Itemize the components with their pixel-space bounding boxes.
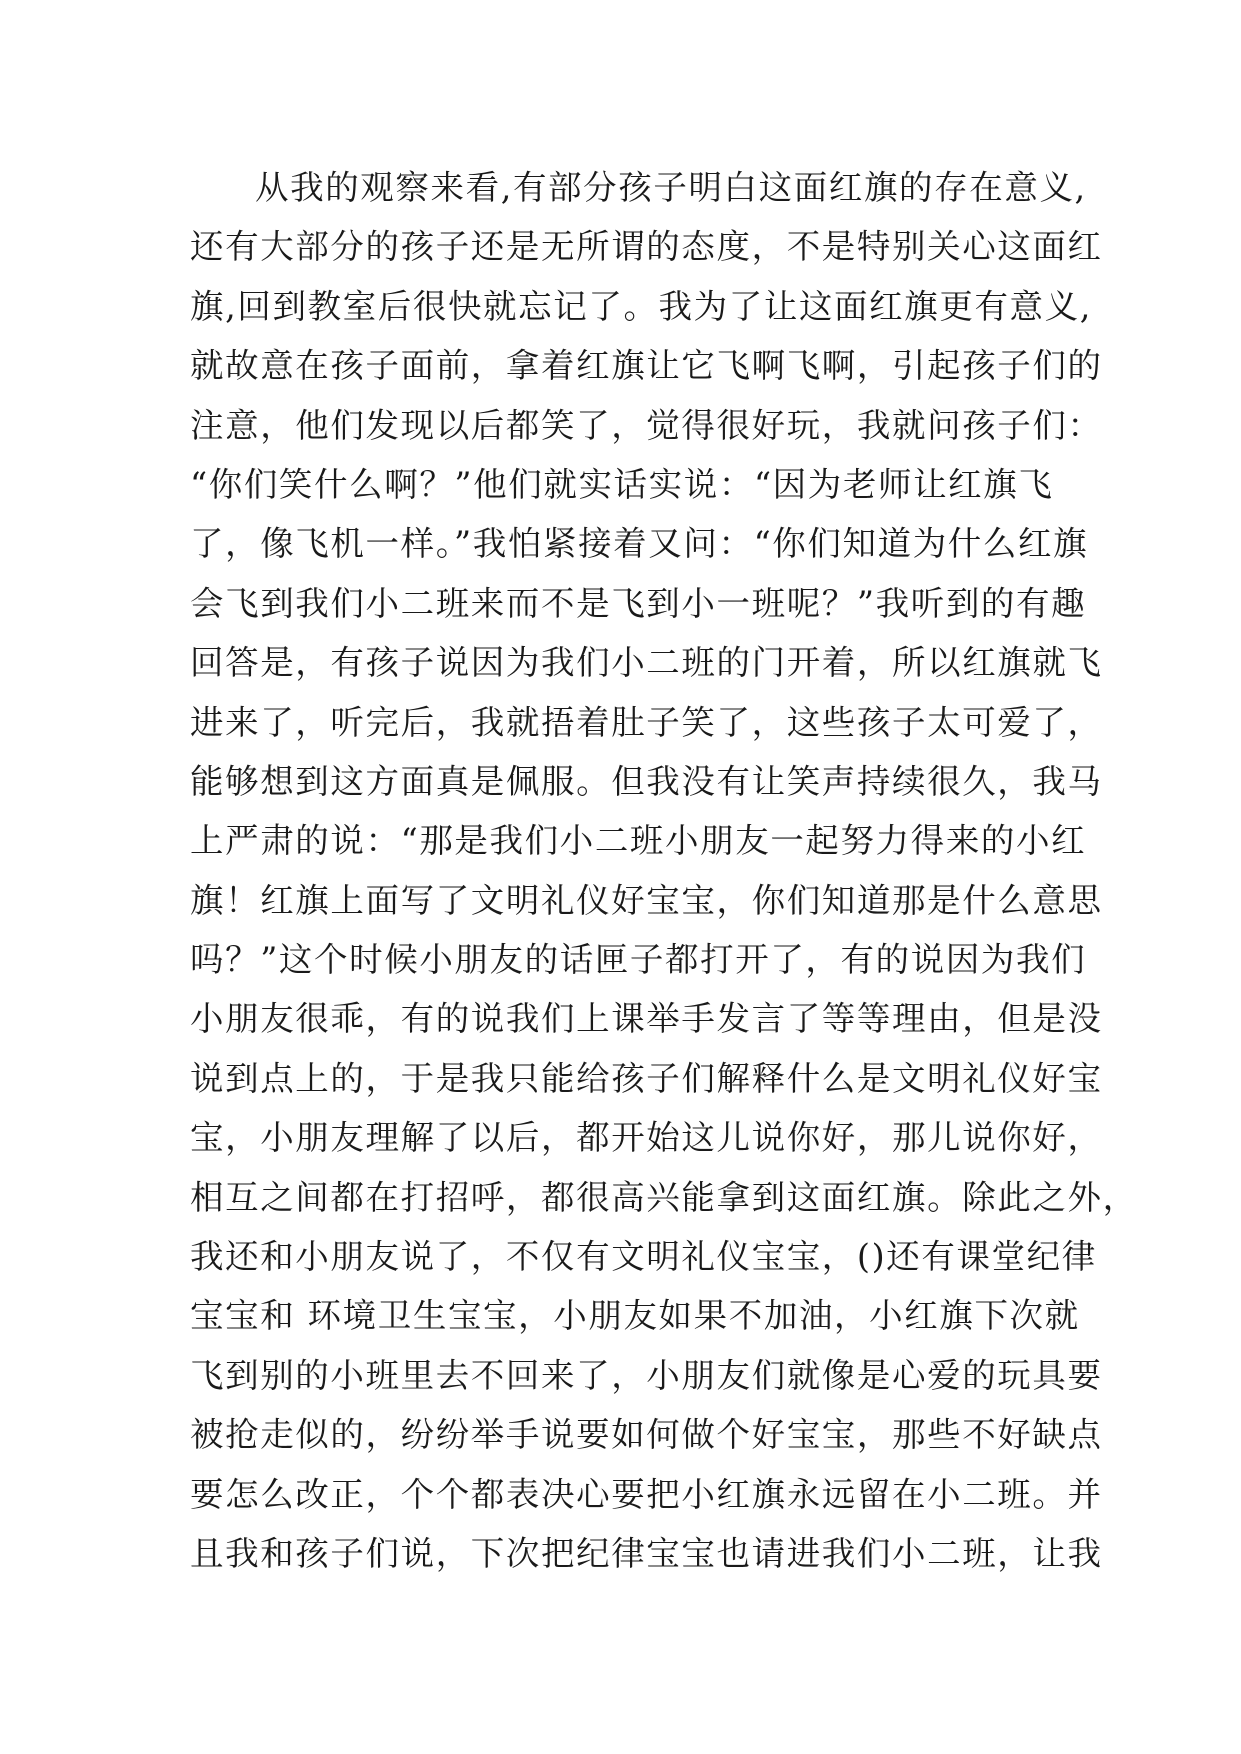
text-line: 小朋友很乖，有的说我们上课举手发言了等等理由，但是没 bbox=[190, 999, 1103, 1039]
text-line: 进来了，听完后，我就捂着肚子笑了，这些孩子太可爱了， bbox=[190, 702, 1103, 742]
text-line: 我还和小朋友说了，不仅有文明礼仪宝宝，()还有课堂纪律 bbox=[190, 1237, 1097, 1277]
body-paragraph bbox=[190, 158, 1138, 1583]
text-line: 飞到别的小班里去不回来了，小朋友们就像是心爱的玩具要 bbox=[190, 1355, 1103, 1395]
text-line: 旗,回到教室后很快就忘记了。我为了让这面红旗更有意义, bbox=[190, 286, 1092, 326]
text-line: 从我的观察来看,有部分孩子明白这面红旗的存在意义, bbox=[255, 168, 1087, 207]
text-line: 要怎么改正，个个都表决心要把小红旗永远留在小二班。并 bbox=[190, 1474, 1103, 1514]
text-line: 回答是，有孩子说因为我们小二班的门开着，所以红旗就飞 bbox=[190, 643, 1103, 683]
text-line: 相互之间都在打招呼，都很高兴能拿到这面红旗。除此之外， bbox=[190, 1177, 1138, 1217]
text-line: “你们笑什么啊？”他们就实话实说：“因为老师让红旗飞 bbox=[190, 464, 1054, 504]
text-line: 宝，小朋友理解了以后，都开始这儿说你好，那儿说你好， bbox=[190, 1118, 1103, 1158]
text-line: 旗！红旗上面写了文明礼仪好宝宝，你们知道那是什么意思 bbox=[190, 880, 1103, 920]
text-line: 就故意在孩子面前，拿着红旗让它飞啊飞啊，引起孩子们的 bbox=[190, 346, 1103, 386]
text-line: 被抢走似的，纷纷举手说要如何做个好宝宝，那些不好缺点 bbox=[190, 1415, 1103, 1455]
text-line: 会飞到我们小二班来而不是飞到小一班呢？”我听到的有趣 bbox=[190, 583, 1087, 623]
text-line: 说到点上的，于是我只能给孩子们解释什么是文明礼仪好宝 bbox=[190, 1058, 1103, 1098]
text-line: 能够想到这方面真是佩服。但我没有让笑声持续很久，我马 bbox=[190, 761, 1103, 801]
text-line: 注意，他们发现以后都笑了，觉得很好玩，我就问孩子们： bbox=[190, 405, 1103, 445]
text-line: 吗？”这个时候小朋友的话匣子都打开了，有的说因为我们 bbox=[190, 940, 1087, 980]
text-line: 上严肃的说：“那是我们小二班小朋友一起努力得来的小红 bbox=[190, 821, 1087, 861]
text-line: 还有大部分的孩子还是无所谓的态度，不是特别关心这面红 bbox=[190, 227, 1103, 267]
text-line: 宝宝和 环境卫生宝宝，小朋友如果不加油，小红旗下次就 bbox=[190, 1296, 1080, 1336]
text-line: 且我和孩子们说，下次把纪律宝宝也请进我们小二班，让我 bbox=[190, 1533, 1103, 1573]
text-line: 了，像飞机一样。”我怕紧接着又问：“你们知道为什么红旗 bbox=[190, 524, 1089, 564]
